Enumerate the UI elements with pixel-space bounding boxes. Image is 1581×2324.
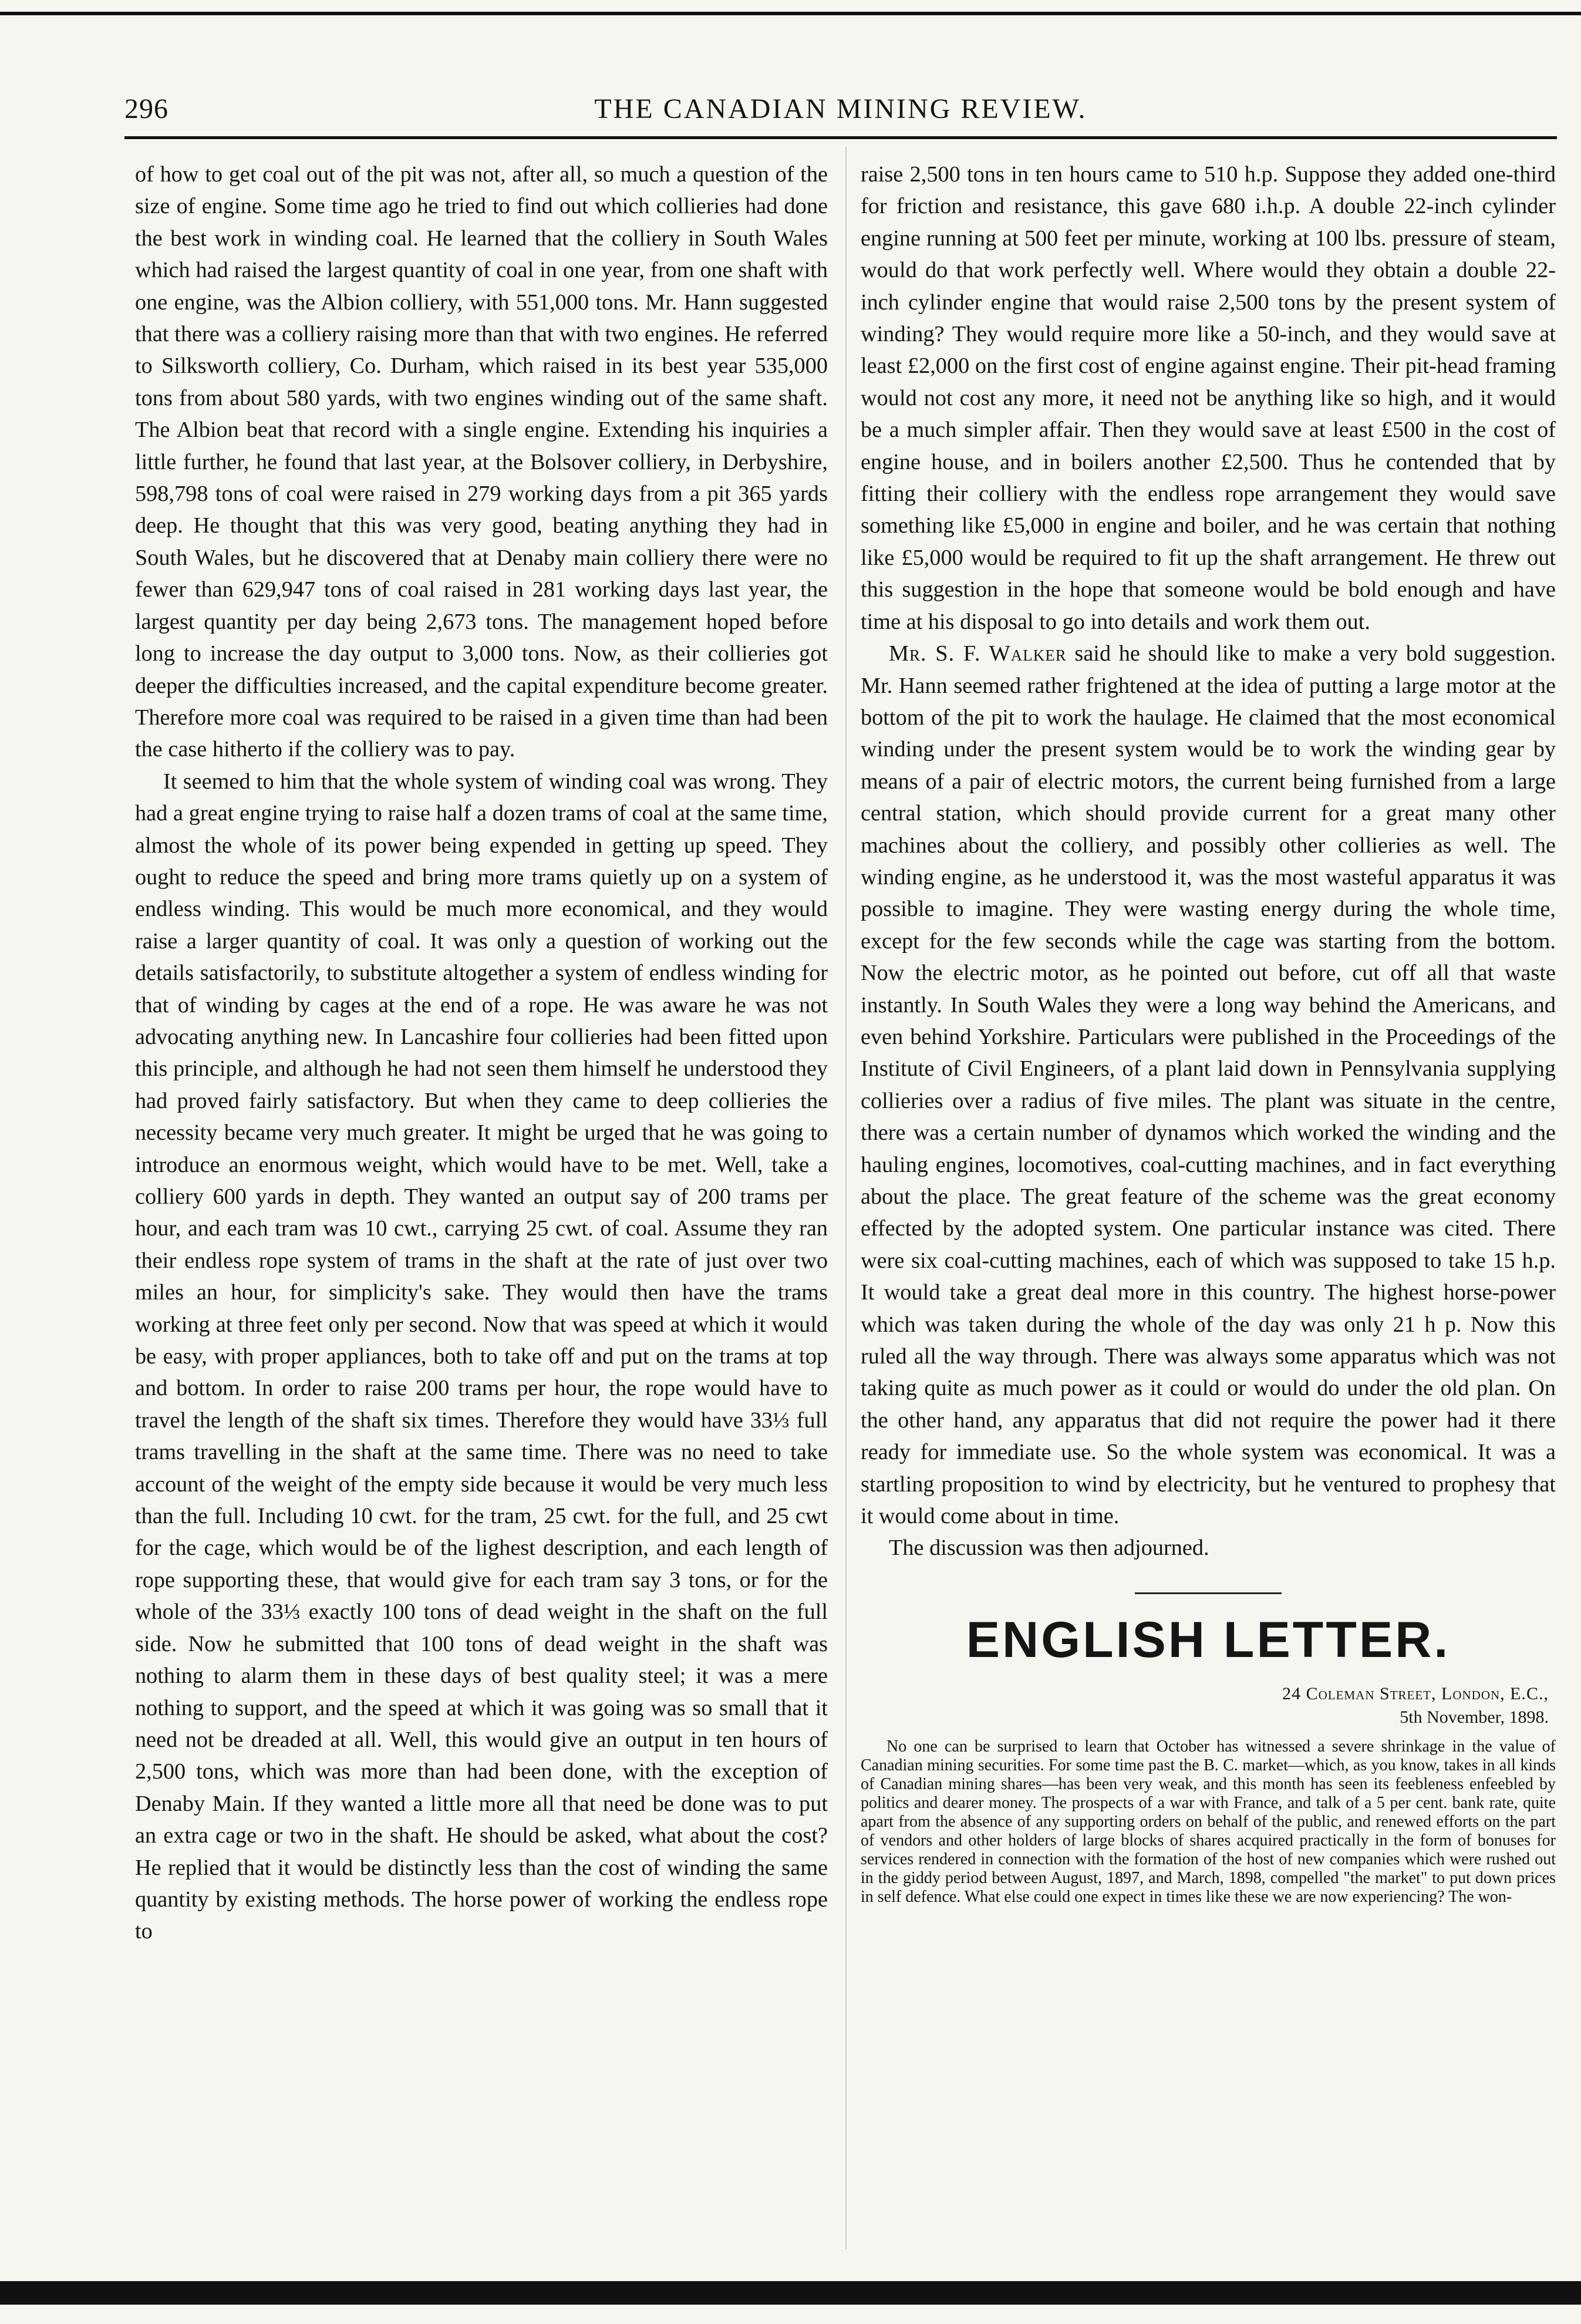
left-paragraph-1: of how to get coal out of the pit was not, after all, so much a question of the size of engine. Some time ago he tried to find out which collieries had done the best work in winding coal. He learned that the colliery in South Wales which had raised the largest quantity of coal in one year, from one shaft with one engine, was the Albion colliery, with 551,000 tons. Mr. Hann suggested that there was a colliery raising more than that with two engines. He referred to Silksworth colliery, Co. Durham, which raised in its best year 535,000 tons from about 580 yards, with two engines winding out of the same shaft. The Albion beat that record with a single engine. Extending his inquiries a little further, he found that last year, at the Bolsover colliery, in Derbyshire, 598,798 tons of coal were raised in 279 working days from a pit 365 yards deep. He thought that this was very good, beating anything they had in South Wales, but he discovered that at Denaby main colliery there were no fewer than 629,947 tons of coal raised in 281 working days last year, the largest quantity per day being 2,673 tons. The management hoped before long to increase the day output to 3,000 tons. Now, as their collieries got deeper the difficulties increased, and the capital expenditure become greater. Therefore more coal was required to be raised in a given time than had been the case hitherto if the colliery was to pay.: [135, 162, 828, 762]
letter-date: 5th November, 1898.: [1400, 1707, 1549, 1727]
page-header: [124, 89, 1557, 142]
speaker-name: Mr. S. F. Walker: [889, 641, 1067, 666]
letter-dateline: [861, 1682, 1556, 1729]
page-number: 296: [124, 93, 168, 124]
letter-paragraph: No one can be surprised to learn that October has witnessed a severe shrinkage in the value of Canadian mining securities. For some time past the B. C. market—which, as you know, takes in all kinds of Canadian mining shares—has been very weak, and this month has seen its feebleness enfeebled by politics and dearer money. The prospects of a war with France, and talk of a 5 per cent. bank rate, quite apart from the absence of any supporting orders on behalf of the public, and renewed efforts on the part of vendors and other holders of large blocks of shares acquired practically in the form of bonuses for services rendered in connection with the formation of the host of new companies which were rushed out in the giddy period between August, 1897, and March, 1898, compelled "the market" to put down prices in self defence. What else could one expect in times like these we are now experiencing? The won-: [861, 1737, 1556, 1906]
letter-body: [861, 1737, 1556, 1907]
right-paragraph-3: The discussion was then adjourned.: [889, 1535, 1209, 1561]
column-divider: [845, 147, 847, 2249]
journal-title: THE CANADIAN MINING REVIEW.: [594, 93, 1087, 124]
right-paragraph-1: raise 2,500 tons in ten hours came to 510 h.p. Suppose they added one-third for friction and resistance, this gave 680 i.h.p. A double 22-inch cylinder engine running at 500 feet per minute, working at 100 lbs. pressure of steam, would do that work perfectly well. Where would they obtain a double 22-inch cylinder engine that would raise 2,500 tons by the present system of winding? They would require more like a 50-inch, and they would save at least £2,000 on the first cost of engine against engine. Their pit-head framing would not cost any more, it need not be anything like so high, and it would be a much simpler affair. Then they would save at least £500 in the cost of engine house, and in boilers another £2,500. Thus he contended that by fitting their colliery with the endless rope arrangement they would save something like £5,000 in engine and boiler, and he was certain that nothing like £5,000 would be required to fit up the shaft arrangement. He threw out this suggestion in the hope that someone would be bold enough and have time at his disposal to go into details and work them out.: [861, 162, 1556, 634]
right-paragraph-2: [861, 638, 1556, 1532]
left-paragraph-2: It seemed to him that the whole system of winding coal was wrong. They had a great engine trying to raise half a dozen trams of coal at the same time, almost the whole of its power being expended in getting up speed. They ought to reduce the speed and bring more trams quietly up on a system of endless winding. This would be much more economical, and they would raise a larger quantity of coal. It was only a question of working out the details satisfactorily, to substitute altogether a system of endless winding for that of winding by cages at the end of a rope. He was aware he was not advocating anything new. In Lancashire four collieries had been fitted upon this principle, and although he had not seen them himself he understood they had proved fairly satisfactory. But when they came to deep collieries the necessity became very much greater. It might be urged that he was going to introduce an enormous weight, which would have to be met. Well, take a colliery 600 yards in depth. They wanted an output say of 200 trams per hour, and each tram was 10 cwt., carrying 25 cwt. of coal. Assume they ran their endless rope system of trams in the shaft at the rate of just over two miles an hour, for simplicity's sake. They would then have the trams working at three feet only per second. Now that was speed at which it would be easy, with proper appliances, both to take off and put on the trams at top and bottom. In order to raise 200 trams per hour, the rope would have to travel the length of the shaft six times. Therefore they would have 33⅓ full trams travelling in the shaft at the same time. There was no need to take account of the weight of the empty side because it would be very much less than the full. Including 10 cwt. for the tram, 25 cwt. for the full, and 25 cwt for the cage, which would be of the lighest description, and each length of rope supporting these, that would give for each tram say 3 tons, or for the whole of the 33⅓ exactly 100 tons of dead weight in the shaft on the full side. Now he submitted that 100 tons of dead weight in the shaft was nothing to alarm them in these days of best quality steel; it was a mere nothing to support, and the speed at which it was going was so small that it need not be dreaded at all. Well, this would give an output in ten hours of 2,500 tons, which was more than had been done, with the exception of Denaby Main. If they wanted a little more all that need be done was to put an extra cage or two in the shaft. He should be asked, what about the cost? He replied that it would be distinctly less than the cost of winding the same quantity by existing methods. The horse power of working the endless rope to: [135, 769, 828, 1944]
section-separator-rule: [1135, 1592, 1282, 1594]
speaker-remarks: said he should like to make a very bold suggestion. Mr. Hann seemed rather frightened at the idea of putting a large motor at the bottom of the pit to work the haulage. He claimed that the most economical winding under the present system would be to work the winding gear by means of a pair of electric motors, the current being furnished from a large central station, which should provide current for a great many other machines about the colliery, and possibly other collieries as well. The winding engine, as he understood it, was the most wasteful apparatus it was possible to imagine. They were wasting energy during the whole time, except for the few seconds while the cage was starting from the bottom. Now the electric motor, as he pointed out before, cut off all that waste instantly. In South Wales they were a long way behind the Americans, and even behind Yorkshire. Particulars were published in the Proceedings of the Institute of Civil Engineers, of a plant laid down in Pennsylvania supplying collieries over a radius of five miles. The plant was situate in the centre, there was a certain number of dynamos which worked the winding and the hauling engines, locomotives, coal-cutting machines, and in fact everything about the place. The great feature of the scheme was the great economy effected by the adopted system. One particular instance was cited. There were six coal-cutting machines, each of which was supposed to take 15 h.p. It would take a great deal more in this country. The highest horse-power which was taken during the whole of the day was only 21 h p. Now this ruled all the way through. There was always some apparatus which was not taking quite as much power as it could or would do under the old plan. On the other hand, any apparatus that did not require the power had it there ready for immediate use. So the whole system was economical. It was a startling proposition to wind by electricity, but he ventured to prophesy that it would come about in time.: [861, 641, 1556, 1529]
right-column: [861, 159, 1556, 1907]
top-border-rule: [0, 12, 1581, 15]
letter-address: 24 Coleman Street, London, E.C.,: [1282, 1683, 1549, 1703]
section-title-english-letter: ENGLISH LETTER.: [966, 1611, 1451, 1668]
bottom-border-rule: [0, 2281, 1581, 2305]
left-column: [135, 159, 828, 1948]
header-rule: [124, 136, 1557, 139]
